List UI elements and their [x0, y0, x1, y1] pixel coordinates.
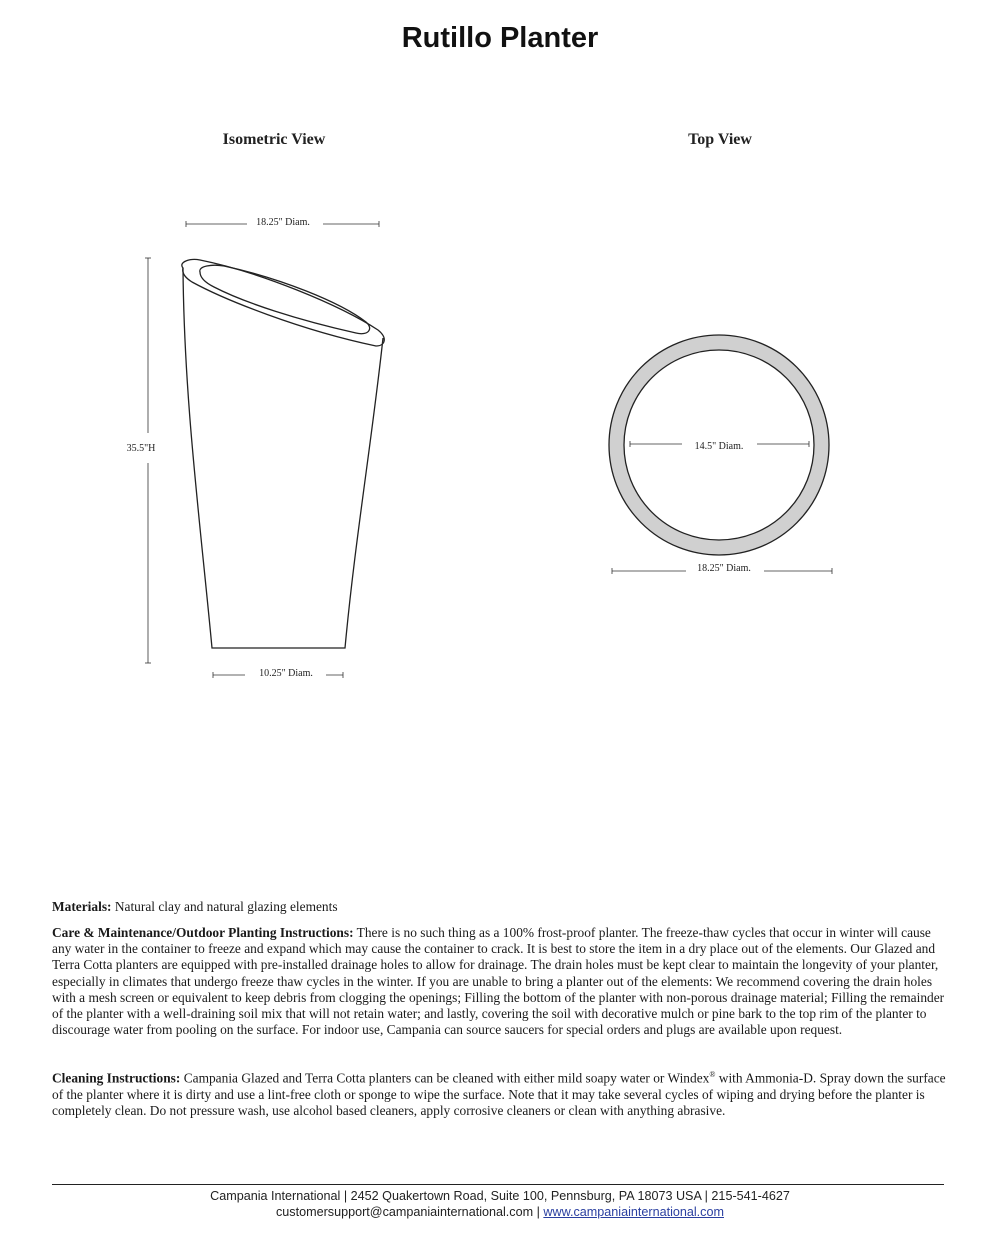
iso-bottom-diameter-label: 10.25" Diam.	[259, 668, 313, 679]
footer-website-link[interactable]: www.campaniainternational.com	[543, 1205, 724, 1219]
iso-height-dimension	[145, 258, 151, 663]
cleaning-text-2: with Ammonia-D. Spray down the surface of the planter where it is dirty and use a lint-free cloth or sponge to wipe the surface. Note that it may take several cycles of wiping and drying before the planter is completely clean. Do not pressure wash, use alcohol based cleaners, apply corrosive cleaners or clean with anything abrasive.	[52, 1070, 946, 1118]
top-view-label: Top View	[688, 131, 752, 148]
iso-top-diameter-label: 18.25" Diam.	[256, 217, 310, 228]
registered-mark: ®	[709, 1070, 716, 1079]
footer-separator: |	[533, 1205, 544, 1219]
footer-email: customersupport@campaniainternational.com	[276, 1205, 534, 1219]
cleaning-text-1: Campania Glazed and Terra Cotta planters can be cleaned with either mild soapy water or Windex	[180, 1070, 710, 1086]
care-text: There is no such thing as a 100% frost-proof planter. The freeze-thaw cycles that occur in winter will cause any water in the container to freeze and expand which may cause the container to crack. It is best to store the item in a dry place out of the elements. Our Glazed and Terra Cotta planters are equipped with pre-installed drainage holes to allow for drainage. The drain holes must be kept clear to maintain the longevity of your planter, especially in climates that undergo freeze thaw cycles in the winter. If you are unable to bring a planter out of the elements: We recommend covering the drain holes with a mesh screen or equivalent to keep debris from clogging the openings; Filling the bottom of the planter with non-porous drainage material; Filling the remainder of the planter with a well-draining soil mix that will not retain water; and lastly, covering the soil with decorative mulch or pine bark to the top rim of the planter to discourage water from pooling on the surface. For indoor use, Campania can source saucers for special orders and plugs are available upon request.	[52, 925, 945, 1038]
cleaning-paragraph	[52, 1067, 947, 1119]
materials-text: Natural clay and natural glazing elements	[111, 899, 338, 914]
planter-body-outline	[183, 268, 383, 648]
planter-rim-inner	[200, 265, 370, 333]
top-inner-diameter-label: 14.5" Diam.	[694, 441, 744, 452]
isometric-view-label: Isometric View	[222, 131, 326, 148]
footer-contact	[0, 1205, 1000, 1219]
footer-divider	[52, 1184, 944, 1185]
care-label: Care & Maintenance/Outdoor Planting Instructions:	[52, 925, 354, 940]
care-paragraph	[52, 925, 947, 1038]
isometric-planter-drawing	[182, 259, 384, 648]
footer-address: Campania International | 2452 Quakertown Road, Suite 100, Pennsburg, PA 18073 USA | 215-541-4627	[210, 1189, 790, 1203]
cleaning-label: Cleaning Instructions:	[52, 1070, 181, 1086]
page-title: Rutillo Planter	[401, 22, 599, 54]
materials-paragraph	[52, 899, 947, 915]
materials-label: Materials:	[52, 899, 112, 914]
top-outer-diameter-label: 18.25" Diam.	[697, 563, 751, 574]
iso-height-label: 35.5"H	[126, 443, 156, 454]
